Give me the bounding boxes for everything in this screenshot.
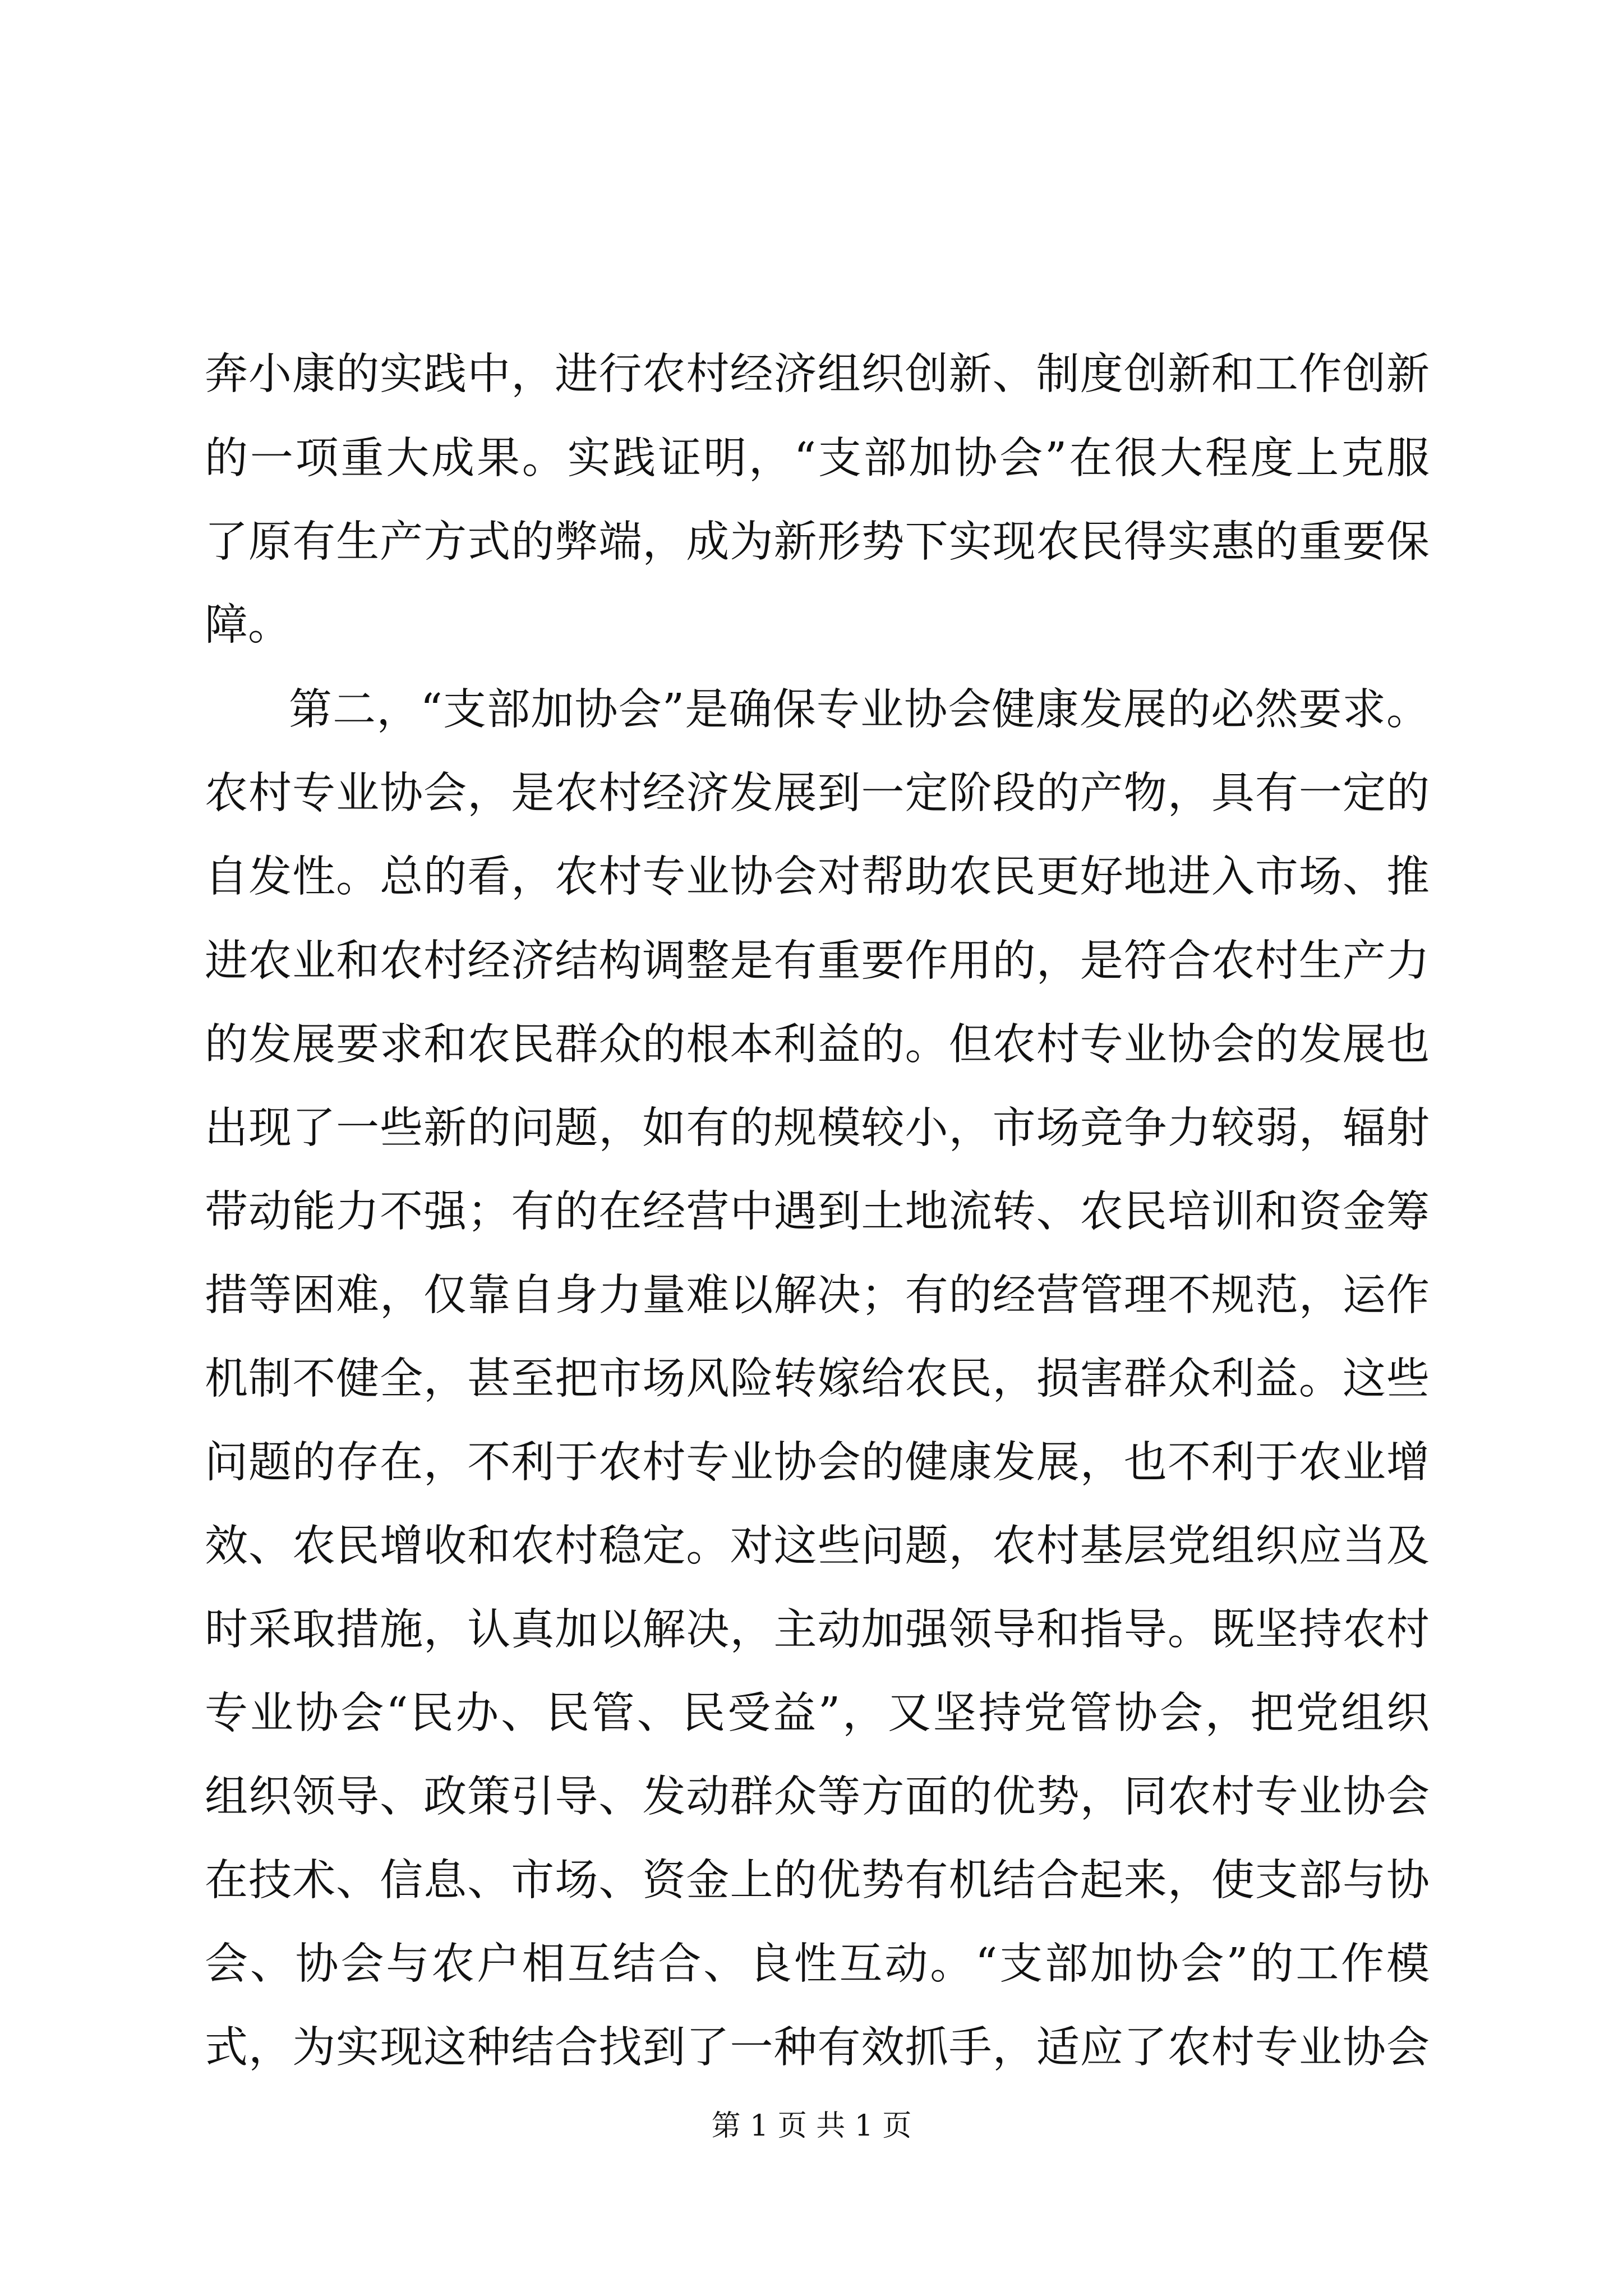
text-line: 组织领导、政策引导、发动群众等方面的优势，同农村专业协会 [205, 1772, 1430, 1822]
text-line: 措等困难，仅靠自身力量难以解决；有的经营管理不规范，运作 [205, 1271, 1430, 1320]
text-line: 的发展要求和农民群众的根本利益的。但农村专业协会的发展也 [205, 1020, 1430, 1070]
text-line: 进农业和农村经济结构调整是有重要作用的，是符合农村生产力 [205, 936, 1430, 986]
text-line: 在技术、信息、市场、资金上的优势有机结合起来，使支部与协 [205, 1856, 1430, 1906]
text-line: 农村专业协会，是农村经济发展到一定阶段的产物，具有一定的 [205, 769, 1430, 818]
text-line: 机制不健全，甚至把市场风险转嫁给农民，损害群众利益。这些 [205, 1354, 1430, 1404]
text-line: 会、协会与农户相互结合、良性互动。“支部加协会”的工作模 [205, 1939, 1430, 1989]
text-line: 带动能力不强；有的在经营中遇到土地流转、农民培训和资金筹 [205, 1187, 1430, 1237]
text-line: 奔小康的实践中，进行农村经济组织创新、制度创新和工作创新 [205, 349, 1430, 399]
text-line: 出现了一些新的问题，如有的规模较小，市场竞争力较弱，辐射 [205, 1103, 1430, 1153]
text-line: 专业协会“民办、民管、民受益”，又坚持党管协会，把党组织 [205, 1688, 1430, 1738]
text-line: 自发性。总的看，农村专业协会对帮助农民更好地进入市场、推 [205, 852, 1430, 902]
text-line: 式，为实现这种结合找到了一种有效抓手，适应了农村专业协会 [205, 2023, 1430, 2073]
text-line: 时采取措施，认真加以解决，主动加强领导和指导。既坚持农村 [205, 1605, 1430, 1655]
text-line: 了原有生产方式的弊端，成为新形势下实现农民得实惠的重要保 [205, 517, 1430, 567]
text-line: 的一项重大成果。实践证明，“支部加协会”在很大程度上克服 [205, 434, 1430, 484]
page-number-footer: 第 1 页 共 1 页 [711, 2109, 912, 2143]
text-line: 效、农民增收和农村稳定。对这些问题，农村基层党组织应当及 [205, 1521, 1430, 1571]
text-line: 障。 [205, 600, 291, 650]
text-line: 问题的存在，不利于农村专业协会的健康发展，也不利于农业增 [205, 1438, 1430, 1488]
paragraph-start-line: 第二，“支部加协会”是确保专业协会健康发展的必然要求。 [289, 685, 1430, 735]
